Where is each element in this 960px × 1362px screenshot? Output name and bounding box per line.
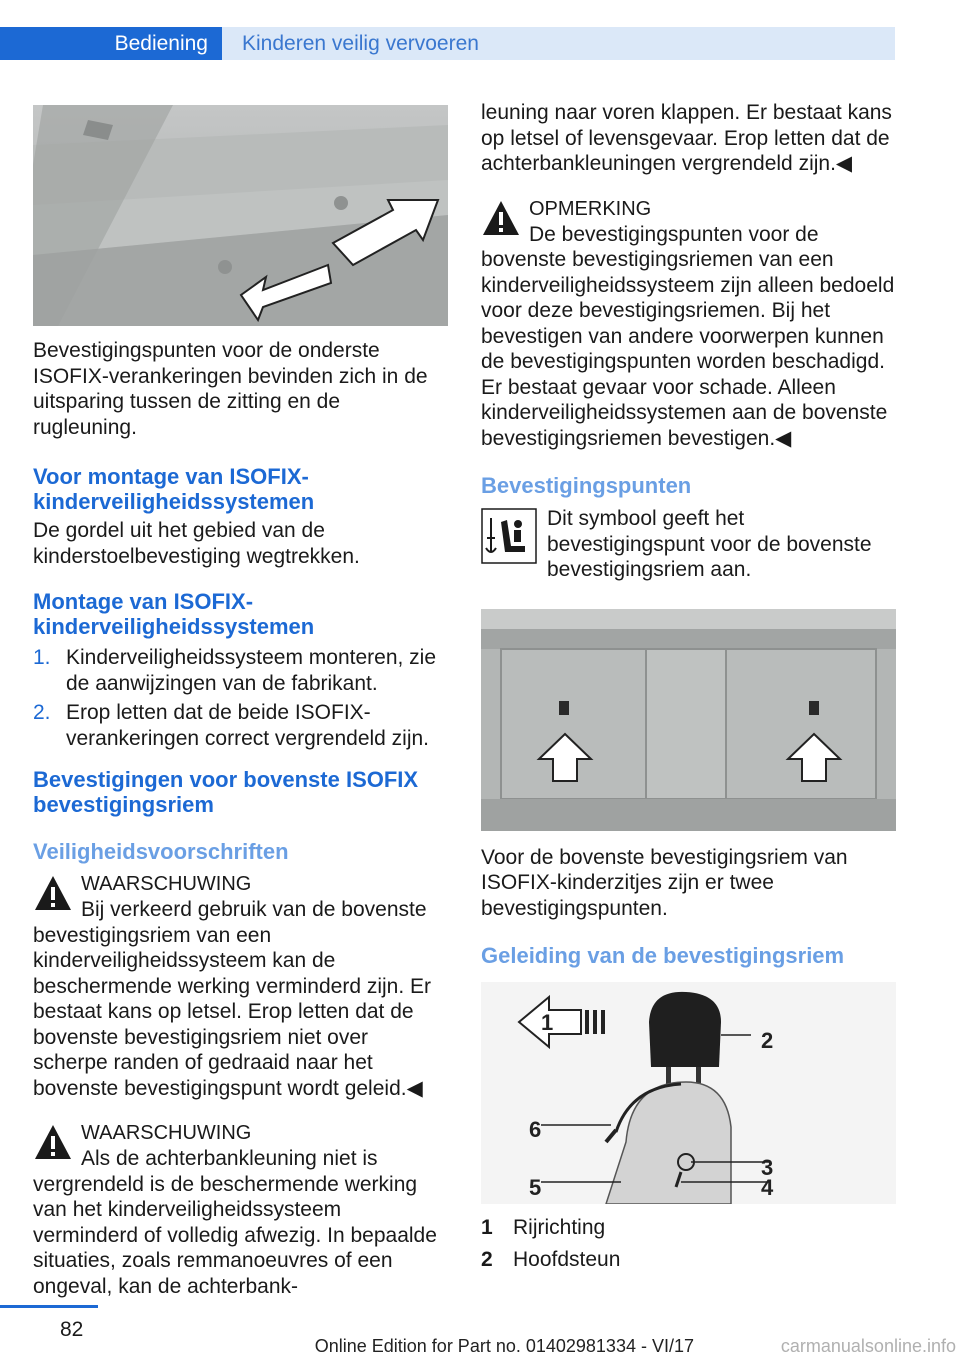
child-seat-anchor-icon bbox=[481, 508, 537, 564]
legend-text: Rijrichting bbox=[513, 1216, 606, 1239]
paragraph-voor-montage: De gordel uit het gebied van de kinderstoelbevestiging wegtrekken. bbox=[33, 519, 360, 568]
left-column bbox=[33, 105, 448, 1299]
diagram-label-5: 5 bbox=[529, 1175, 542, 1200]
step-text: Kinderveiligheidssysteem monteren, zie de aanwijzingen van de fabrikant. bbox=[66, 646, 437, 695]
diagram-label-4: 4 bbox=[761, 1175, 774, 1200]
footer-rule bbox=[0, 1305, 98, 1308]
step-number: 2. bbox=[33, 701, 51, 724]
strap-routing-figure bbox=[481, 982, 896, 1204]
right-column bbox=[481, 100, 896, 1276]
heading-voor-montage: Voor montage van ISOFIX-kinderveiligheidssystemen bbox=[33, 464, 315, 514]
note-keyword: OPMERKING bbox=[529, 197, 652, 220]
warning-triangle-icon bbox=[33, 874, 73, 912]
warning-keyword: WAARSCHUWING bbox=[81, 1122, 252, 1144]
legend-number: 2 bbox=[481, 1248, 493, 1271]
warning-triangle-icon bbox=[481, 199, 521, 237]
warning-2 bbox=[33, 1121, 448, 1299]
tab-kinderen-veilig-vervoeren[interactable]: Kinderen veilig vervoeren bbox=[222, 27, 895, 60]
list-item bbox=[33, 700, 448, 751]
diagram-label-3: 3 bbox=[761, 1155, 774, 1180]
seat-anchor-illustration bbox=[33, 105, 448, 326]
diagram-label-2: 2 bbox=[761, 1028, 774, 1053]
heading-bevestigingspunten: Bevestigingspunten bbox=[481, 473, 692, 498]
page-number: 82 bbox=[60, 1318, 84, 1341]
symbol-block bbox=[481, 506, 896, 583]
step-number: 1. bbox=[33, 646, 51, 669]
header-tabs bbox=[0, 0, 895, 62]
heading-bevestigingen: Bevestigingen voor bovenste ISOFIX bevestigingsriem bbox=[33, 767, 419, 817]
warning-1 bbox=[33, 872, 448, 1101]
heading-montage: Montage van ISOFIX-kinderveiligheidssystemen bbox=[33, 589, 315, 639]
tab-bediening[interactable]: Bediening bbox=[0, 27, 222, 60]
note-block bbox=[481, 197, 896, 452]
isofix-seat-figure bbox=[33, 105, 448, 326]
diagram-label-1: 1 bbox=[541, 1010, 554, 1035]
diagram-legend bbox=[481, 1212, 896, 1276]
warning-text: Als de achterbankleuning niet is vergrendeld is de beschermende werking van het kinderveiligheidssysteem verminderd of volledig afwezig. In bepaalde situaties, zoals remmanoeuvres of een ongeval, kan de achterbank- bbox=[33, 1147, 437, 1298]
montage-steps bbox=[33, 645, 448, 751]
warning-triangle-icon bbox=[33, 1123, 73, 1161]
heading-veiligheidsvoorschriften: Veiligheidsvoorschriften bbox=[33, 839, 289, 864]
step-text: Erop letten dat de beide ISOFIX-verankeringen correct vergrendeld zijn. bbox=[66, 701, 430, 750]
strap-routing-diagram bbox=[481, 982, 896, 1204]
continued-paragraph: leuning naar voren klappen. Er bestaat kans op letsel of levensgevaar. Erop letten dat de achterbankleuningen vergrendeld zijn.◀ bbox=[481, 101, 892, 175]
note-text: De bevestigingspunten voor de bovenste bevestigingsriemen van een kinderveiligheidssysteem zijn alleen bedoeld voor deze bevestigingsriemen. Bij het bevestigen van andere voorwerpen kunnen de bevestigingspunten worden beschadigd. Er bestaat gevaar voor schade. Alleen kinderveiligheidssystemen aan de bovenste bevestigingsriemen bevestigen.◀ bbox=[481, 222, 895, 450]
legend-number: 1 bbox=[481, 1216, 493, 1239]
symbol-text: Dit symbool geeft het bevestigingspunt voor de bovenste bevestigingsriem aan. bbox=[547, 507, 872, 581]
edition-text: Online Edition for Part no. 01402981334 - VI/17 bbox=[314, 1336, 694, 1356]
diagram-label-6: 6 bbox=[529, 1117, 542, 1142]
trunk-anchor-illustration bbox=[481, 609, 896, 831]
legend-row bbox=[481, 1212, 896, 1244]
list-item bbox=[33, 645, 448, 696]
watermark: carmanualsonline.info bbox=[780, 1336, 956, 1356]
warning-text: Bij verkeerd gebruik van de bovenste bevestigingsriem van een kinderveiligheidssysteem kan de beschermende werking verminderd zijn. Er bestaat kans op letsel. Erop letten dat de bovenste bevestigingsriem niet over scherpe randen of gedraaid naar het bovenste bevestigingspunt wordt geleid.◀ bbox=[33, 898, 432, 1100]
heading-geleiding: Geleiding van de bevestigingsriem bbox=[481, 943, 845, 968]
legend-text: Hoofdsteun bbox=[513, 1248, 621, 1271]
figure-caption: Bevestigingspunten voor de onderste ISOFIX-verankeringen bevinden zich in de uitsparing tussen de zitting en de rugleuning. bbox=[33, 339, 428, 439]
trunk-anchors-figure bbox=[481, 609, 896, 831]
legend-row bbox=[481, 1244, 896, 1276]
warning-keyword: WAARSCHUWING bbox=[81, 873, 252, 895]
figure2-caption: Voor de bovenste bevestigingsriem van ISOFIX-kinderzitjes zijn er twee bevestigingspunten. bbox=[481, 845, 848, 920]
